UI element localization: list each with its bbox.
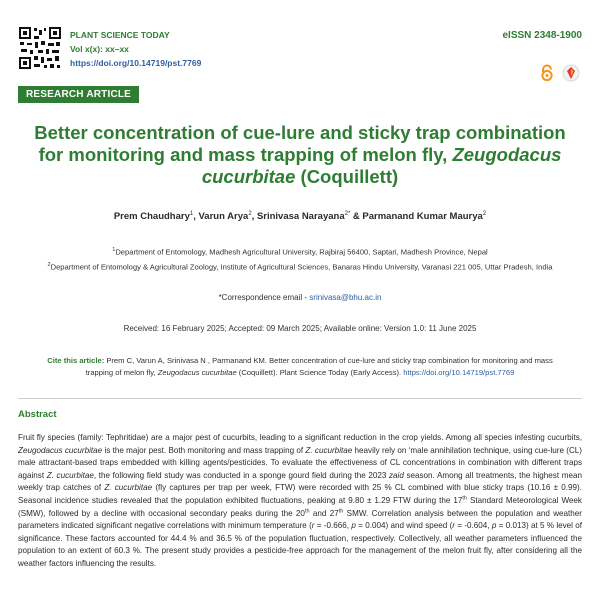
author-list: Prem Chaudhary$^1$, Varun Arya$^2$, Srinivasa Narayana$^{2*}$ & Parmanand Kumar Maurya$^2$ [113, 211, 487, 223]
citation-text-2: (Coquillett). Plant Science Today (Early Access). [236, 368, 404, 377]
abstract-text: is the major pest. Both monitoring and mass trapping of [102, 445, 306, 455]
affiliation-marker: 1 [189, 211, 194, 217]
correspondence [0, 293, 600, 302]
abstract-text: season. Among all treatments, the highest mean weekly trap catches of [18, 470, 582, 493]
abstract-heading: Abstract [18, 409, 57, 420]
abstract-text: and 27 [309, 508, 339, 518]
article-title [20, 122, 580, 188]
affiliation-2 [0, 262, 600, 272]
publication-dates: Received: 16 February 2025; Accepted: 09 March 2025; Available online: Version 1.0: 11 June 2025 [123, 324, 477, 333]
affiliation-marker: 2* [344, 211, 351, 217]
doi-link[interactable]: https://doi.org/10.14719/pst.7769 [70, 58, 202, 68]
crossmark-icon[interactable] [562, 64, 580, 82]
affiliation-marker: 2 [248, 211, 252, 217]
author-name[interactable]: Parmanand Kumar Maurya [362, 211, 483, 223]
citation-text: Prem C, Varun A, Srinivasa N , Parmanand KM. Better concentration of cue-lure and sticky trap combination for monitoring and mass trapping of melon fly, [85, 356, 553, 377]
correspondence-email-link[interactable]: srinivasa@bhu.ac.in [309, 293, 382, 302]
affiliation-text: Department of Entomology, Madhesh Agricultural University, Rajbiraj 56400, Saptari, Madhesh Province, Nepal [115, 247, 488, 257]
title-species: Zeugodacus cucurbitae [201, 144, 562, 187]
correspondence-label: *Correspondence email - [218, 293, 310, 302]
abstract-text: = -0.666, [314, 521, 352, 531]
citation-doi-link[interactable]: https://doi.org/10.14719/pst.7769 [403, 368, 515, 377]
stat-symbol: p [491, 521, 497, 531]
season-name: zaid [388, 470, 404, 480]
abstract-text: = 0.004) and wind speed ( [355, 521, 453, 531]
citation-label: Cite this article: [47, 356, 105, 365]
ordinal-suffix: th [304, 507, 310, 514]
abstract-text: (fly captures per trap per week, FTW) were recorded with 25 % CL combined with blue sticky traps (10.16 ± 0.99). Seasonal incidence studies revealed that the population exhibited fluctuations, peaking at 9.80 ± 1.29 FTW during the 17 [18, 483, 582, 505]
qr-code-icon [18, 26, 62, 70]
abstract-text: = 0.013) at 5 % level of significance. These factors accounted for 44.4 % and 36.5 % of the population fluctuation, respectively. Collectively, all weather parameters influenced the population to an extent of 60.3 %. The present study provides a pesticide-free approach for the management of the melon fruit fly, after considering all the weather factors influencing the results. [18, 521, 583, 568]
stat-symbol: r [311, 521, 315, 531]
species-name: Z. cucurbitae [305, 445, 353, 455]
abstract-text: heavily rely on ‘male annihilation technique, using cue-lure (CL) male attractant-based traps embedded with killing agents/pesticides. To evaluate the effectiveness of CL concentrations in combination with different traps against [18, 445, 582, 480]
abstract-text: , the following field study was conducted in a sponge gourd field during the 2023 [93, 470, 389, 480]
journal-header [18, 22, 582, 82]
badges [538, 64, 580, 82]
author-name[interactable]: Prem Chaudhary [113, 211, 190, 223]
abstract-body [18, 432, 582, 571]
abstract-text: Fruit fly species (family: Tephritidae) are a major pest of cucurbits, leading to a significant reduction in the crop yields. Among all species infesting cucurbits, [18, 433, 582, 442]
stat-symbol: p [351, 521, 356, 531]
title-authority: (Coquillett) [300, 166, 399, 187]
affiliation-number: 2 [47, 262, 51, 268]
ordinal-suffix: th [462, 495, 467, 502]
abstract-text: SMW. Correlation analysis between the population and weather parameters indicated significant negative correlations with minimum temperature ( [18, 508, 582, 531]
abstract-text: Standard Meteorological Week (SMW), followed by a decline with occasional secondary peaks during the 20 [18, 495, 582, 518]
volume-info: Vol x(x): xx–xx [70, 44, 129, 54]
citation-species: Zeugodacus cucurbitae [157, 368, 237, 377]
section-divider [18, 398, 582, 399]
species-name: Z. cucurbitae [46, 470, 94, 480]
abstract-text: = -0.604, [454, 521, 492, 531]
author-name[interactable]: Srinivasa Narayana [256, 211, 345, 223]
article-type-label: RESEARCH ARTICLE [18, 86, 139, 103]
open-access-icon[interactable] [538, 64, 556, 82]
author-name[interactable]: Varun Arya [198, 211, 249, 223]
affiliation-text: Department of Entomology & Agricultural Zoology, Institute of Agricultural Sciences, Banaras Hindu University, Varanasi 221 005, Uttar Pradesh, India [50, 262, 553, 272]
journal-info [70, 28, 201, 70]
journal-name: PLANT SCIENCE TODAY [70, 30, 170, 40]
eissn: eISSN 2348-1900 [502, 30, 582, 41]
citation [34, 355, 566, 379]
affiliation-marker: 2 [482, 211, 487, 217]
ordinal-suffix: th [338, 507, 344, 514]
affiliation-number: 1 [112, 247, 116, 253]
stat-symbol: r [452, 521, 455, 531]
affiliation-1 [0, 247, 600, 257]
species-name: Zeugodacus cucurbitae [18, 445, 103, 455]
title-main: Better concentration of cue-lure and sticky trap combination for monitoring and mass trapping of melon fly, [34, 122, 566, 165]
species-name: Z. cucurbitae [104, 483, 153, 493]
